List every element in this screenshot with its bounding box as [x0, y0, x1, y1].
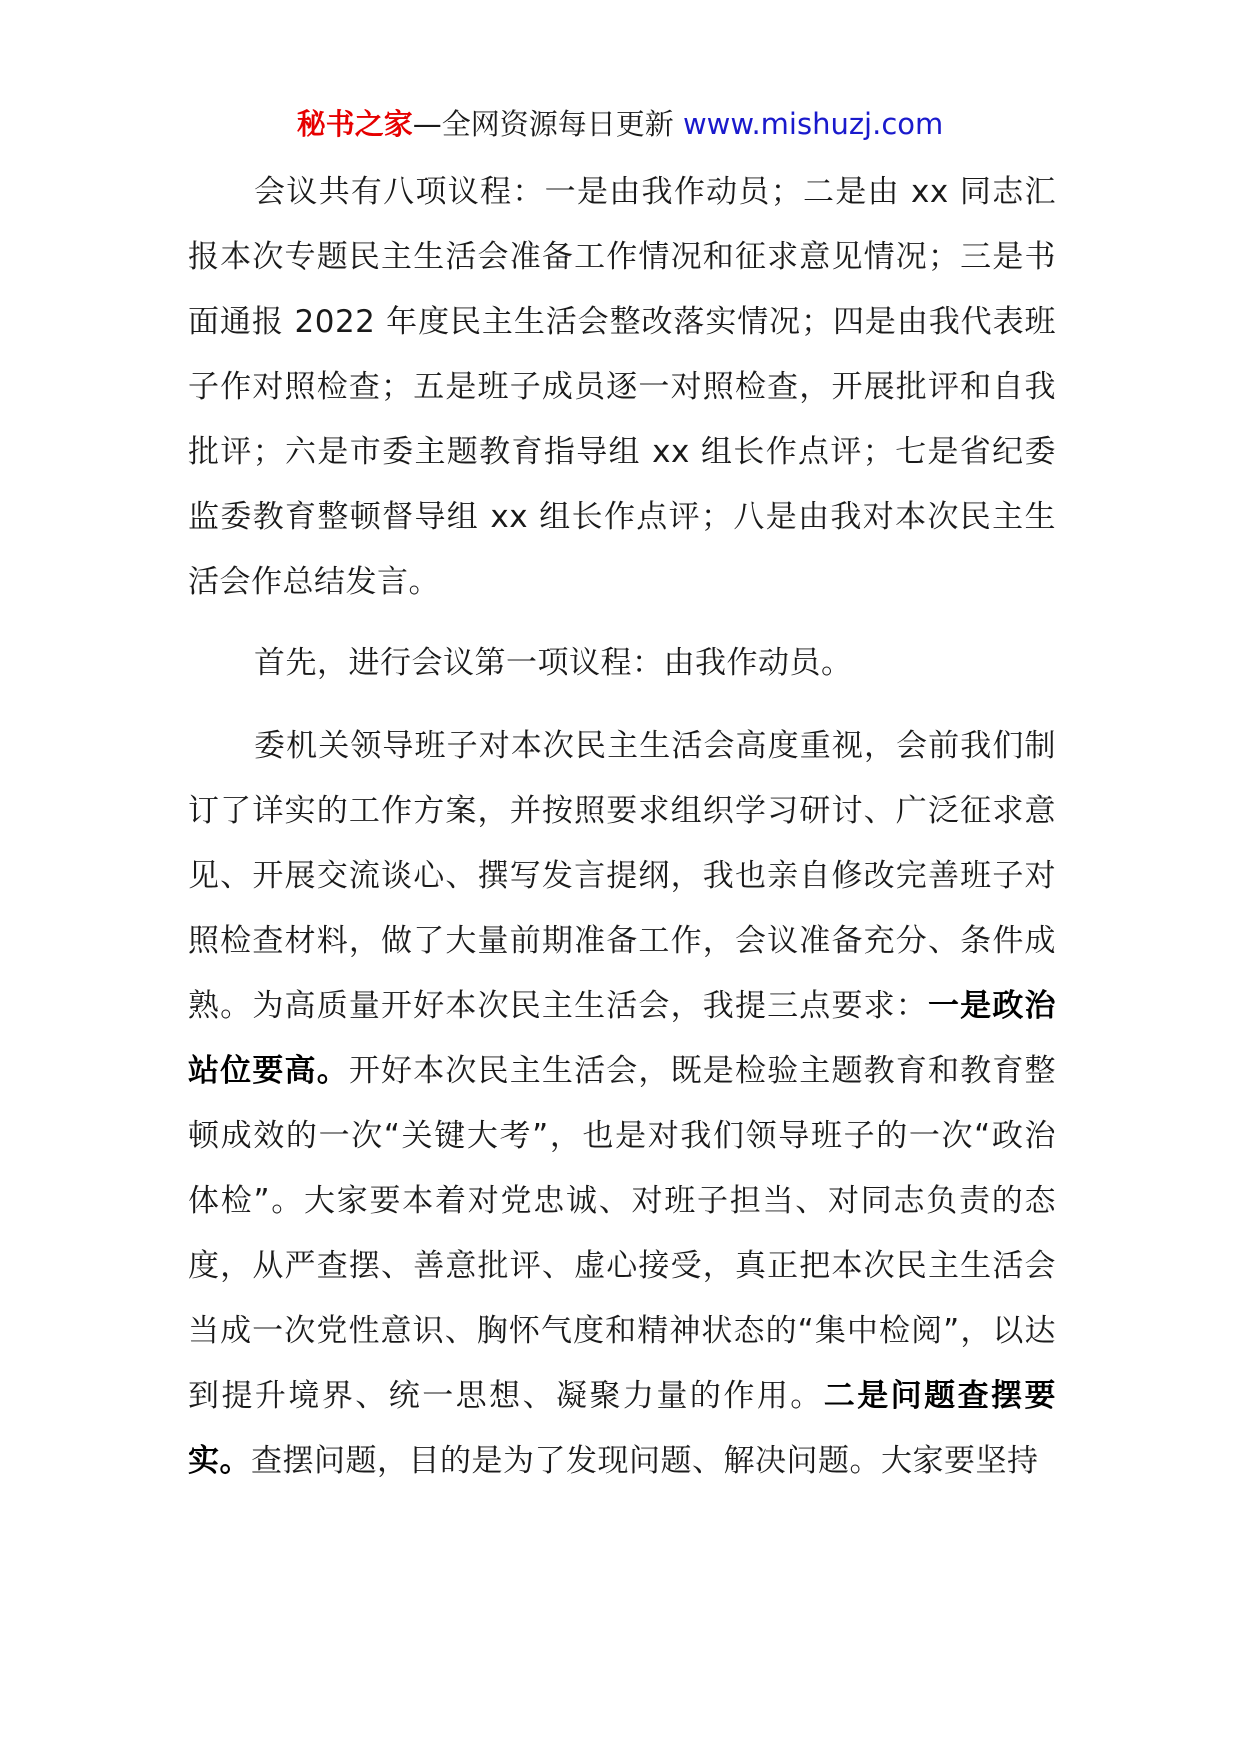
brand-name: 秘书之家 [296, 107, 413, 141]
site-header [0, 104, 1240, 144]
requirement-two-heading: 二是问题查摆要实。 [188, 1378, 1057, 1479]
requirement-one-text: 开好本次民主生活会，既是检验主题教育和教育整顿成效的一次“关键大考”，也是对我们领导班子的一次“政治体检”。大家要本着对党忠诚、对班子担当、对同志负责的态度，从严查摆、善意批评、虚心接受，真正把本次民主生活会当成一次党性意识、胸怀气度和精神状态的“集中检阅”，以达到提升境界、统一思想、凝聚力量的作用。 [188, 1053, 1057, 1414]
document-body [188, 160, 1056, 1510]
paragraph-agenda: 会议共有八项议程：一是由我作动员；二是由 xx 同志汇报本次专题民主生活会准备工作情况和征求意见情况；三是书面通报 2022 年度民主生活会整改落实情况；四是由我代表班子作对照检查；五是班子成员逐一对照检查，开展批评和自我批评；六是市委主题教育指导组 xx 组长作点评；七是省纪委监委教育整顿督导组 xx 组长作点评；八是由我对本次民主生活会作总结发言。 [188, 174, 1056, 600]
paragraph-requirements [188, 714, 1056, 1494]
header-tagline: —全网资源每日更新 [412, 107, 674, 141]
paragraph-first-item: 首先，进行会议第一项议程：由我作动员。 [254, 645, 853, 681]
site-url-link[interactable]: www.mishuzj.com [682, 107, 944, 141]
requirements-intro-text: 委机关领导班子对本次民主生活会高度重视，会前我们制订了详实的工作方案，并按照要求组织学习研讨、广泛征求意见、开展交流谈心、撰写发言提纲，我也亲自修改完善班子对照检查材料，做了大量前期准备工作，会议准备充分、条件成熟。为高质量开好本次民主生活会，我提三点要求： [188, 728, 1056, 1024]
requirement-two-text: 查摆问题，目的是为了发现问题、解决问题。大家要坚持 [251, 1443, 1039, 1479]
requirement-one-heading: 一是政治站位要高。 [188, 988, 1057, 1089]
